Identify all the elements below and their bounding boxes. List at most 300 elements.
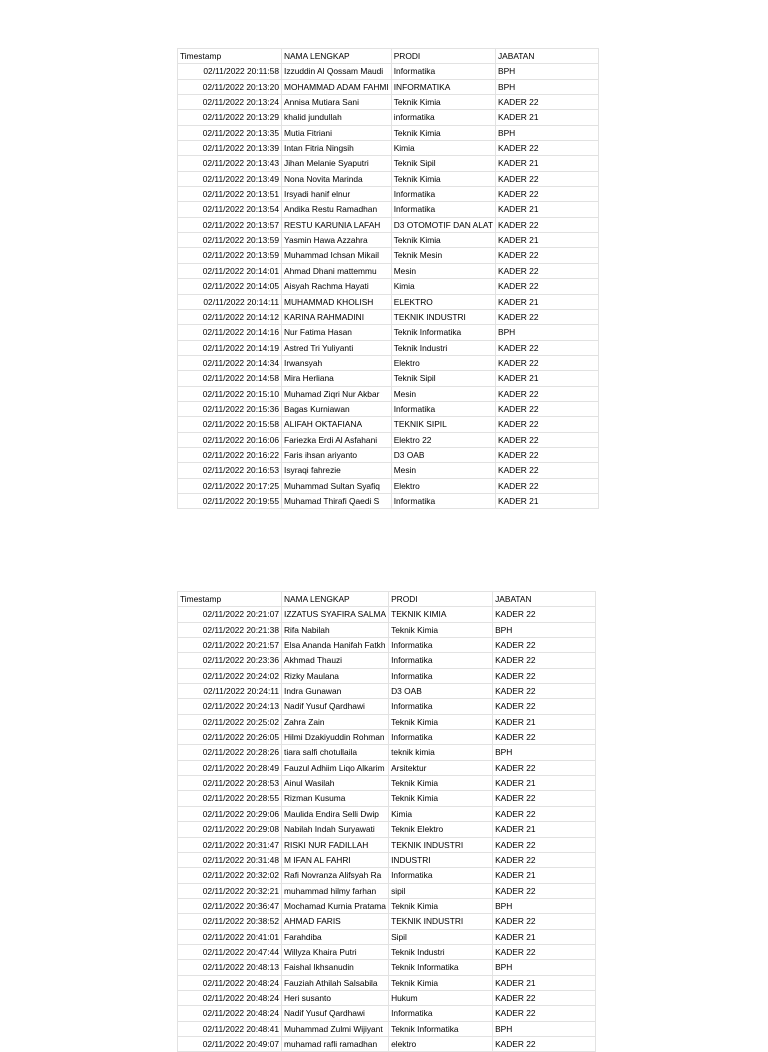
table-row (178, 340, 599, 355)
timestamp-cell: 02/11/2022 20:13:59 (178, 233, 282, 248)
jabatan-cell: BPH (493, 1021, 596, 1036)
table-row (178, 852, 596, 867)
prodi-cell: informatika (391, 110, 495, 125)
timestamp-cell: 02/11/2022 20:25:02 (178, 714, 282, 729)
jabatan-cell: KADER 22 (493, 684, 596, 699)
timestamp-cell: 02/11/2022 20:21:57 (178, 638, 282, 653)
name-cell: Irsyadi hanif elnur (282, 187, 392, 202)
table-row (178, 990, 596, 1005)
timestamp-cell: 02/11/2022 20:16:53 (178, 463, 282, 478)
jabatan-cell: KADER 21 (495, 294, 598, 309)
table-row (178, 760, 596, 775)
prodi-cell: INDUSTRI (389, 852, 493, 867)
prodi-cell: Teknik Kimia (389, 898, 493, 913)
table-row (178, 386, 599, 401)
prodi-cell: sipil (389, 883, 493, 898)
timestamp-cell: 02/11/2022 20:48:24 (178, 1006, 282, 1021)
prodi-cell: Elektro (391, 478, 495, 493)
table-row (178, 1021, 596, 1036)
name-cell: Fauzul Adhiim Liqo Alkarim (282, 760, 389, 775)
timestamp-cell: 02/11/2022 20:23:36 (178, 653, 282, 668)
prodi-cell: D3 OAB (391, 447, 495, 462)
table-row (178, 110, 599, 125)
table-row (178, 1006, 596, 1021)
table-row (178, 432, 599, 447)
prodi-cell: TEKNIK SIPIL (391, 417, 495, 432)
jabatan-cell: KADER 22 (493, 1036, 596, 1051)
column-header: Timestamp (178, 49, 282, 64)
table-row (178, 325, 599, 340)
jabatan-cell: BPH (495, 125, 598, 140)
prodi-cell: Teknik Kimia (389, 776, 493, 791)
jabatan-cell: KADER 22 (493, 638, 596, 653)
timestamp-cell: 02/11/2022 20:29:08 (178, 822, 282, 837)
timestamp-cell: 02/11/2022 20:19:55 (178, 493, 282, 508)
name-cell: Nur Fatima Hasan (282, 325, 392, 340)
jabatan-cell: KADER 22 (495, 279, 598, 294)
name-cell: Maulida Endira Selli Dwip (282, 806, 389, 821)
name-cell: Nabilah Indah Suryawati (282, 822, 389, 837)
timestamp-cell: 02/11/2022 20:14:11 (178, 294, 282, 309)
name-cell: Elsa Ananda Hanifah Fatkh (282, 638, 389, 653)
table-row (178, 684, 596, 699)
timestamp-cell: 02/11/2022 20:14:01 (178, 263, 282, 278)
jabatan-cell: KADER 22 (495, 463, 598, 478)
table-row (178, 791, 596, 806)
name-cell: Indra Gunawan (282, 684, 389, 699)
table-row (178, 822, 596, 837)
jabatan-cell: KADER 21 (493, 975, 596, 990)
prodi-cell: Elektro 22 (391, 432, 495, 447)
prodi-cell: Mesin (391, 263, 495, 278)
name-cell: Jihan Melanie Syaputri (282, 156, 392, 171)
timestamp-cell: 02/11/2022 20:14:34 (178, 355, 282, 370)
jabatan-cell: KADER 22 (495, 263, 598, 278)
jabatan-cell: KADER 21 (495, 110, 598, 125)
jabatan-cell: BPH (493, 898, 596, 913)
name-cell: Bagas Kurniawan (282, 401, 392, 416)
table-row (178, 653, 596, 668)
timestamp-cell: 02/11/2022 20:14:19 (178, 340, 282, 355)
jabatan-cell: BPH (493, 960, 596, 975)
jabatan-cell: KADER 22 (495, 447, 598, 462)
name-cell: Faishal Ikhsanudin (282, 960, 389, 975)
timestamp-cell: 02/11/2022 20:13:43 (178, 156, 282, 171)
name-cell: Yasmin Hawa Azzahra (282, 233, 392, 248)
table-row (178, 233, 599, 248)
prodi-cell: Teknik Kimia (389, 622, 493, 637)
prodi-cell: Informatika (389, 668, 493, 683)
jabatan-cell: KADER 22 (493, 791, 596, 806)
table-row (178, 730, 596, 745)
prodi-cell: Teknik Sipil (391, 156, 495, 171)
timestamp-cell: 02/11/2022 20:13:59 (178, 248, 282, 263)
timestamp-cell: 02/11/2022 20:32:02 (178, 868, 282, 883)
name-cell: IZZATUS SYAFIRA SALMA (282, 607, 389, 622)
jabatan-cell: KADER 22 (493, 699, 596, 714)
table-row (178, 217, 599, 232)
name-cell: Nadif Yusuf Qardhawi (282, 699, 389, 714)
table-row (178, 638, 596, 653)
timestamp-cell: 02/11/2022 20:13:57 (178, 217, 282, 232)
jabatan-cell: KADER 22 (493, 914, 596, 929)
prodi-cell: Hukum (389, 990, 493, 1005)
prodi-cell: TEKNIK INDUSTRI (389, 914, 493, 929)
name-cell: Muhamad Ziqri Nur Akbar (282, 386, 392, 401)
attendance-table-1 (177, 48, 599, 509)
jabatan-cell: KADER 22 (495, 417, 598, 432)
jabatan-cell: KADER 22 (495, 340, 598, 355)
name-cell: RESTU KARUNIA LAFAH (282, 217, 392, 232)
timestamp-cell: 02/11/2022 20:13:24 (178, 95, 282, 110)
timestamp-cell: 02/11/2022 20:28:26 (178, 745, 282, 760)
name-cell: KARINA RAHMADINI (282, 309, 392, 324)
column-header: JABATAN (495, 49, 598, 64)
name-cell: khalid jundullah (282, 110, 392, 125)
jabatan-cell: BPH (495, 64, 598, 79)
prodi-cell: Teknik Kimia (391, 125, 495, 140)
prodi-cell: Informatika (391, 493, 495, 508)
name-cell: Mochamad Kurnia Pratama (282, 898, 389, 913)
jabatan-cell: KADER 22 (493, 883, 596, 898)
table-2-body (178, 592, 596, 1052)
jabatan-cell: KADER 22 (495, 248, 598, 263)
timestamp-cell: 02/11/2022 20:28:49 (178, 760, 282, 775)
timestamp-cell: 02/11/2022 20:24:11 (178, 684, 282, 699)
timestamp-cell: 02/11/2022 20:26:05 (178, 730, 282, 745)
prodi-cell: TEKNIK KIMIA (389, 607, 493, 622)
timestamp-cell: 02/11/2022 20:15:58 (178, 417, 282, 432)
prodi-cell: Informatika (389, 1006, 493, 1021)
timestamp-cell: 02/11/2022 20:14:58 (178, 371, 282, 386)
timestamp-cell: 02/11/2022 20:48:24 (178, 975, 282, 990)
table-row (178, 607, 596, 622)
name-cell: MOHAMMAD ADAM FAHMI (282, 79, 392, 94)
name-cell: Rizky Maulana (282, 668, 389, 683)
prodi-cell: teknik kimia (389, 745, 493, 760)
prodi-cell: Teknik Industri (389, 944, 493, 959)
jabatan-cell: KADER 21 (495, 156, 598, 171)
column-header: NAMA LENGKAP (282, 49, 392, 64)
name-cell: Hilmi Dzakiyuddin Rohman (282, 730, 389, 745)
name-cell: Muhammad Ichsan Mikail (282, 248, 392, 263)
timestamp-cell: 02/11/2022 20:13:54 (178, 202, 282, 217)
jabatan-cell: KADER 22 (493, 806, 596, 821)
timestamp-cell: 02/11/2022 20:36:47 (178, 898, 282, 913)
column-header: Timestamp (178, 592, 282, 607)
timestamp-cell: 02/11/2022 20:14:16 (178, 325, 282, 340)
name-cell: Mutia Fitriani (282, 125, 392, 140)
table-row (178, 95, 599, 110)
table-row (178, 944, 596, 959)
prodi-cell: Teknik Sipil (391, 371, 495, 386)
timestamp-cell: 02/11/2022 20:21:07 (178, 607, 282, 622)
jabatan-cell: KADER 22 (495, 171, 598, 186)
prodi-cell: Teknik Kimia (391, 171, 495, 186)
timestamp-cell: 02/11/2022 20:15:36 (178, 401, 282, 416)
table-row (178, 64, 599, 79)
prodi-cell: Kimia (389, 806, 493, 821)
name-cell: Muhammad Sultan Syafiq (282, 478, 392, 493)
name-cell: MUHAMMAD KHOLISH (282, 294, 392, 309)
prodi-cell: Informatika (391, 401, 495, 416)
table-row (178, 187, 599, 202)
name-cell: Farahdiba (282, 929, 389, 944)
jabatan-cell: KADER 22 (493, 668, 596, 683)
jabatan-cell: KADER 22 (495, 478, 598, 493)
jabatan-cell: KADER 21 (495, 233, 598, 248)
prodi-cell: Teknik Kimia (391, 233, 495, 248)
timestamp-cell: 02/11/2022 20:13:29 (178, 110, 282, 125)
name-cell: Izzuddin Al Qossam Maudi (282, 64, 392, 79)
table-row (178, 806, 596, 821)
table-row (178, 447, 599, 462)
timestamp-cell: 02/11/2022 20:13:51 (178, 187, 282, 202)
jabatan-cell: BPH (495, 325, 598, 340)
timestamp-cell: 02/11/2022 20:38:52 (178, 914, 282, 929)
prodi-cell: D3 OAB (389, 684, 493, 699)
jabatan-cell: KADER 22 (493, 607, 596, 622)
jabatan-cell: BPH (495, 79, 598, 94)
name-cell: M IFAN AL FAHRI (282, 852, 389, 867)
table-row (178, 776, 596, 791)
table-row (178, 279, 599, 294)
timestamp-cell: 02/11/2022 20:24:02 (178, 668, 282, 683)
table-row (178, 309, 599, 324)
table-row (178, 745, 596, 760)
name-cell: Intan Fitria Ningsih (282, 141, 392, 156)
prodi-cell: Teknik Mesin (391, 248, 495, 263)
prodi-cell: Teknik Informatika (389, 960, 493, 975)
prodi-cell: Teknik Informatika (389, 1021, 493, 1036)
table-row (178, 125, 599, 140)
name-cell: Heri susanto (282, 990, 389, 1005)
prodi-cell: Informatika (389, 868, 493, 883)
timestamp-cell: 02/11/2022 20:48:24 (178, 990, 282, 1005)
prodi-cell: Arsitektur (389, 760, 493, 775)
name-cell: Faris ihsan ariyanto (282, 447, 392, 462)
jabatan-cell: KADER 22 (495, 386, 598, 401)
prodi-cell: D3 OTOMOTIF DAN ALAT (391, 217, 495, 232)
timestamp-cell: 02/11/2022 20:14:12 (178, 309, 282, 324)
timestamp-cell: 02/11/2022 20:13:35 (178, 125, 282, 140)
jabatan-cell: KADER 22 (495, 355, 598, 370)
prodi-cell: Informatika (391, 64, 495, 79)
jabatan-cell: KADER 22 (493, 730, 596, 745)
name-cell: RISKI NUR FADILLAH (282, 837, 389, 852)
table-row (178, 355, 599, 370)
name-cell: Astred Tri Yuliyanti (282, 340, 392, 355)
table-row (178, 171, 599, 186)
jabatan-cell: KADER 22 (493, 852, 596, 867)
timestamp-cell: 02/11/2022 20:32:21 (178, 883, 282, 898)
table-row (178, 1036, 596, 1051)
table-row (178, 668, 596, 683)
table-row (178, 478, 599, 493)
jabatan-cell: BPH (493, 622, 596, 637)
prodi-cell: Informatika (389, 638, 493, 653)
table-row (178, 263, 599, 278)
jabatan-cell: KADER 21 (495, 202, 598, 217)
timestamp-cell: 02/11/2022 20:41:01 (178, 929, 282, 944)
prodi-cell: elektro (389, 1036, 493, 1051)
jabatan-cell: KADER 22 (495, 401, 598, 416)
timestamp-cell: 02/11/2022 20:16:06 (178, 432, 282, 447)
table-row (178, 868, 596, 883)
table-row (178, 248, 599, 263)
jabatan-cell: KADER 21 (493, 822, 596, 837)
timestamp-cell: 02/11/2022 20:28:55 (178, 791, 282, 806)
table-row (178, 883, 596, 898)
prodi-cell: Kimia (391, 279, 495, 294)
name-cell: Zahra Zain (282, 714, 389, 729)
timestamp-cell: 02/11/2022 20:28:53 (178, 776, 282, 791)
table-row (178, 975, 596, 990)
timestamp-cell: 02/11/2022 20:48:13 (178, 960, 282, 975)
name-cell: Willyza Khaira Putri (282, 944, 389, 959)
prodi-cell: Kimia (391, 141, 495, 156)
jabatan-cell: KADER 22 (493, 837, 596, 852)
prodi-cell: Elektro (391, 355, 495, 370)
table-1-body (178, 49, 599, 509)
table-row (178, 417, 599, 432)
jabatan-cell: KADER 22 (495, 217, 598, 232)
prodi-cell: Mesin (391, 386, 495, 401)
header-row (178, 49, 599, 64)
name-cell: Irwansyah (282, 355, 392, 370)
timestamp-cell: 02/11/2022 20:11:58 (178, 64, 282, 79)
table-row (178, 156, 599, 171)
name-cell: Rifa Nabilah (282, 622, 389, 637)
timestamp-cell: 02/11/2022 20:21:38 (178, 622, 282, 637)
header-row (178, 592, 596, 607)
jabatan-cell: KADER 22 (493, 990, 596, 1005)
name-cell: Aisyah Rachma Hayati (282, 279, 392, 294)
table-row (178, 79, 599, 94)
column-header: PRODI (389, 592, 493, 607)
name-cell: Muhamad Thirafi Qaedi S (282, 493, 392, 508)
table-row (178, 960, 596, 975)
jabatan-cell: KADER 21 (495, 493, 598, 508)
timestamp-cell: 02/11/2022 20:47:44 (178, 944, 282, 959)
prodi-cell: Teknik Kimia (389, 975, 493, 990)
jabatan-cell: KADER 21 (493, 868, 596, 883)
table-row (178, 401, 599, 416)
table-row (178, 493, 599, 508)
timestamp-cell: 02/11/2022 20:13:20 (178, 79, 282, 94)
name-cell: Rafi Novranza Alifsyah Ra (282, 868, 389, 883)
name-cell: Ainul Wasilah (282, 776, 389, 791)
table-row (178, 699, 596, 714)
name-cell: ALIFAH OKTAFIANA (282, 417, 392, 432)
jabatan-cell: KADER 21 (493, 776, 596, 791)
timestamp-cell: 02/11/2022 20:31:47 (178, 837, 282, 852)
prodi-cell: Teknik Kimia (389, 791, 493, 806)
prodi-cell: Teknik Kimia (391, 95, 495, 110)
name-cell: Ahmad Dhani mattemmu (282, 263, 392, 278)
prodi-cell: Teknik Informatika (391, 325, 495, 340)
table-row (178, 714, 596, 729)
attendance-table-2 (177, 591, 596, 1052)
timestamp-cell: 02/11/2022 20:13:39 (178, 141, 282, 156)
timestamp-cell: 02/11/2022 20:13:49 (178, 171, 282, 186)
table-row (178, 914, 596, 929)
table-row (178, 929, 596, 944)
timestamp-cell: 02/11/2022 20:16:22 (178, 447, 282, 462)
prodi-cell: ELEKTRO (391, 294, 495, 309)
timestamp-cell: 02/11/2022 20:49:07 (178, 1036, 282, 1051)
column-header: NAMA LENGKAP (282, 592, 389, 607)
name-cell: Nona Novita Marinda (282, 171, 392, 186)
name-cell: tiara salfi chotullaila (282, 745, 389, 760)
jabatan-cell: KADER 22 (493, 1006, 596, 1021)
jabatan-cell: KADER 22 (493, 760, 596, 775)
name-cell: muhamad rafli ramadhan (282, 1036, 389, 1051)
prodi-cell: Informatika (391, 202, 495, 217)
name-cell: Mira Herliana (282, 371, 392, 386)
name-cell: Nadif Yusuf Qardhawi (282, 1006, 389, 1021)
prodi-cell: TEKNIK INDUSTRI (391, 309, 495, 324)
prodi-cell: TEKNIK INDUSTRI (389, 837, 493, 852)
timestamp-cell: 02/11/2022 20:14:05 (178, 279, 282, 294)
jabatan-cell: KADER 22 (493, 944, 596, 959)
name-cell: Andika Restu Ramadhan (282, 202, 392, 217)
name-cell: Akhmad Thauzi (282, 653, 389, 668)
prodi-cell: Informatika (389, 730, 493, 745)
jabatan-cell: BPH (493, 745, 596, 760)
column-header: JABATAN (493, 592, 596, 607)
jabatan-cell: KADER 22 (495, 187, 598, 202)
jabatan-cell: KADER 21 (493, 929, 596, 944)
jabatan-cell: KADER 22 (495, 95, 598, 110)
table-row (178, 371, 599, 386)
prodi-cell: Informatika (391, 187, 495, 202)
prodi-cell: Mesin (391, 463, 495, 478)
jabatan-cell: KADER 21 (493, 714, 596, 729)
table-row (178, 622, 596, 637)
jabatan-cell: KADER 21 (495, 371, 598, 386)
jabatan-cell: KADER 22 (495, 432, 598, 447)
prodi-cell: Informatika (389, 653, 493, 668)
timestamp-cell: 02/11/2022 20:48:41 (178, 1021, 282, 1036)
jabatan-cell: KADER 22 (495, 309, 598, 324)
jabatan-cell: KADER 22 (493, 653, 596, 668)
name-cell: muhammad hilmy farhan (282, 883, 389, 898)
prodi-cell: Teknik Elektro (389, 822, 493, 837)
timestamp-cell: 02/11/2022 20:29:06 (178, 806, 282, 821)
name-cell: Annisa Mutiara Sani (282, 95, 392, 110)
table-row (178, 202, 599, 217)
table-row (178, 294, 599, 309)
name-cell: Muhammad Zulmi Wijiyant (282, 1021, 389, 1036)
prodi-cell: Teknik Industri (391, 340, 495, 355)
timestamp-cell: 02/11/2022 20:15:10 (178, 386, 282, 401)
timestamp-cell: 02/11/2022 20:31:48 (178, 852, 282, 867)
table-row (178, 837, 596, 852)
prodi-cell: INFORMATIKA (391, 79, 495, 94)
name-cell: Fauziah Athilah Salsabila (282, 975, 389, 990)
table-row (178, 141, 599, 156)
name-cell: Rizman Kusuma (282, 791, 389, 806)
name-cell: Isyraqi fahrezie (282, 463, 392, 478)
timestamp-cell: 02/11/2022 20:17:25 (178, 478, 282, 493)
column-header: PRODI (391, 49, 495, 64)
prodi-cell: Informatika (389, 699, 493, 714)
timestamp-cell: 02/11/2022 20:24:13 (178, 699, 282, 714)
prodi-cell: Teknik Kimia (389, 714, 493, 729)
jabatan-cell: KADER 22 (495, 141, 598, 156)
name-cell: AHMAD FARIS (282, 914, 389, 929)
